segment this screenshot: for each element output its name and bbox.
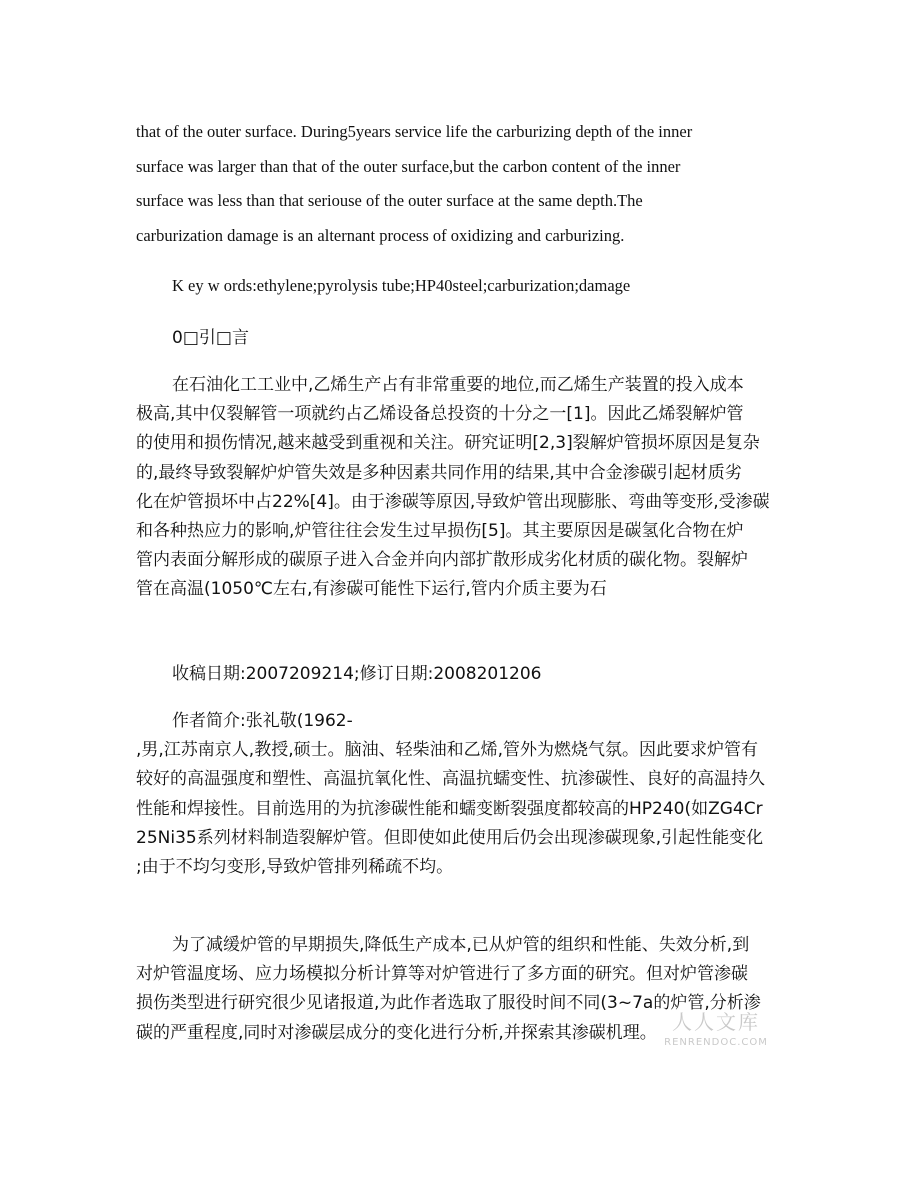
abstract-line: carburization damage is an alternant process of oxidizing and carburizing. [136,225,625,245]
intro-line: 极高,其中仅裂解管一项就约占乙烯设备总投资的十分之一[1]。因此乙烯裂解炉管 [136,404,744,425]
intro-paragraph [136,371,786,605]
research-line: 损伤类型进行研究很少见诸报道,为此作者选取了服役时间不同(3~7a的炉管,分析渗 [136,993,761,1014]
watermark-en: RENRENDOC.COM [664,1037,768,1048]
author-line: ;由于不均匀变形,导致炉管排列稀疏不均。 [136,856,454,877]
author-line: 较好的高温强度和塑性、高温抗氧化性、高温抗蠕变性、抗渗碳性、良好的高温持久 [136,769,765,790]
abstract-line: surface was larger than that of the outer surface,but the carbon content of the inner [136,156,681,176]
intro-line: 化在炉管损坏中占22%[4]。由于渗碳等原因,导致炉管出现膨胀、弯曲等变形,受渗碳 [136,491,770,512]
intro-line: 在石油化工工业中,乙烯生产占有非常重要的地位,而乙烯生产装置的投入成本 [172,375,744,395]
intro-line: 管在高温(1050℃左右,有渗碳可能性下运行,管内介质主要为石 [136,579,607,600]
keywords-line: K ey w ords:ethylene;pyrolysis tube;HP40steel;carburization;damage [172,276,631,295]
research-line: 对炉管温度场、应力场模拟分析计算等对炉管进行了多方面的研究。但对炉管渗碳 [136,964,748,985]
abstract-line: surface was less than that seriouse of the outer surface at the same depth.The [136,191,643,210]
intro-line: 和各种热应力的影响,炉管往往会发生过早损伤[5]。其主要原因是碳氢化合物在炉 [136,520,744,541]
section-heading: 0□引□言 [172,328,249,348]
author-line: 25Ni35系列材料制造裂解炉管。但即使如此使用后仍会出现渗碳现象,引起性能变化 [136,827,764,848]
abstract-line: that of the outer surface. During5years service life the carburizing depth of the inner [136,122,693,141]
intro-line: 的使用和损伤情况,越来越受到重视和关注。研究证明[2,3]裂解炉管损坏原因是复杂 [136,433,760,454]
author-line: ,男,江苏南京人,教授,硕士。脑油、轻柴油和乙烯,管外为燃烧气氛。因此要求炉管有 [136,740,759,761]
research-line: 碳的严重程度,同时对渗碳层成分的变化进行分析,并探索其渗碳机理。 [136,1022,657,1043]
intro-line: 管内表面分解形成的碳原子进入合金并向内部扩散形成劣化材质的碳化物。裂解炉 [136,550,748,571]
received-date: 收稿日期:2007209214;修订日期:2008201206 [172,664,542,684]
watermark-cn: 人人文库 [672,1010,760,1034]
author-paragraph [136,707,786,882]
watermark-logo [646,1006,786,1048]
author-line: 性能和焊接性。目前选用的为抗渗碳性能和蠕变断裂强度都较高的HP240(如ZG4Cr [136,798,763,819]
research-line: 为了减缓炉管的早期损失,降低生产成本,已从炉管的组织和性能、失效分析,到 [172,935,750,955]
abstract-paragraph [136,115,786,253]
intro-line: 的,最终导致裂解炉炉管失效是多种因素共同作用的结果,其中合金渗碳引起材质劣 [136,462,742,483]
author-label: 作者简介:张礼敬(1962- [172,711,353,731]
